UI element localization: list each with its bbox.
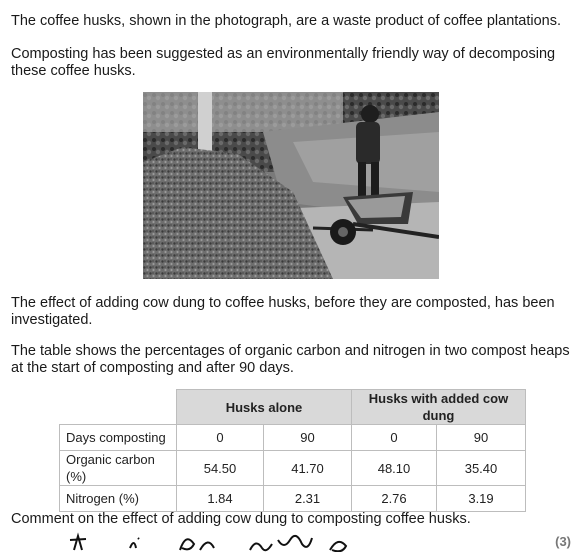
- husks-cow-dung-header: Husks with added cow dung: [352, 390, 526, 425]
- intro-paragraph: The coffee husks, shown in the photograph, are a waste product of coffee plantations.: [11, 13, 562, 29]
- table-cell: 35.40: [437, 451, 526, 486]
- table-corner-cell: [60, 390, 177, 425]
- table-header-row: [60, 390, 526, 425]
- table-cell: 3.19: [437, 486, 526, 512]
- table-cell: 1.84: [177, 486, 264, 512]
- investigation-paragraph: The effect of adding cow dung to coffee husks, before they are composted, has been investigated.: [11, 295, 555, 328]
- row-label: Nitrogen (%): [60, 486, 177, 512]
- table-cell: 0: [352, 425, 437, 451]
- table-description-paragraph: The table shows the percentages of organic carbon and nitrogen in two compost heaps at the start of composting and after 90 days.: [11, 343, 570, 376]
- composting-paragraph: Composting has been suggested as an environmentally friendly way of decomposing these coffee husks.: [11, 46, 556, 79]
- coffee-husks-photograph: [143, 92, 439, 279]
- table-row: [60, 451, 526, 486]
- table-cell: 54.50: [177, 451, 264, 486]
- table-cell: 48.10: [352, 451, 437, 486]
- table-cell: 0: [177, 425, 264, 451]
- handwritten-answer-scribble: [60, 530, 400, 552]
- row-label: Organic carbon (%): [60, 451, 177, 486]
- table-cell: 90: [437, 425, 526, 451]
- row-label: Days composting: [60, 425, 177, 451]
- table-cell: 2.31: [264, 486, 352, 512]
- table-cell: 41.70: [264, 451, 352, 486]
- table-row: [60, 486, 526, 512]
- table-cell: 90: [264, 425, 352, 451]
- marks-label: (3): [555, 534, 571, 549]
- table-cell: 2.76: [352, 486, 437, 512]
- table-row: [60, 425, 526, 451]
- question-prompt: Comment on the effect of adding cow dung to composting coffee husks.: [11, 511, 471, 527]
- husks-alone-header: Husks alone: [177, 390, 352, 425]
- compost-data-table: [59, 389, 526, 512]
